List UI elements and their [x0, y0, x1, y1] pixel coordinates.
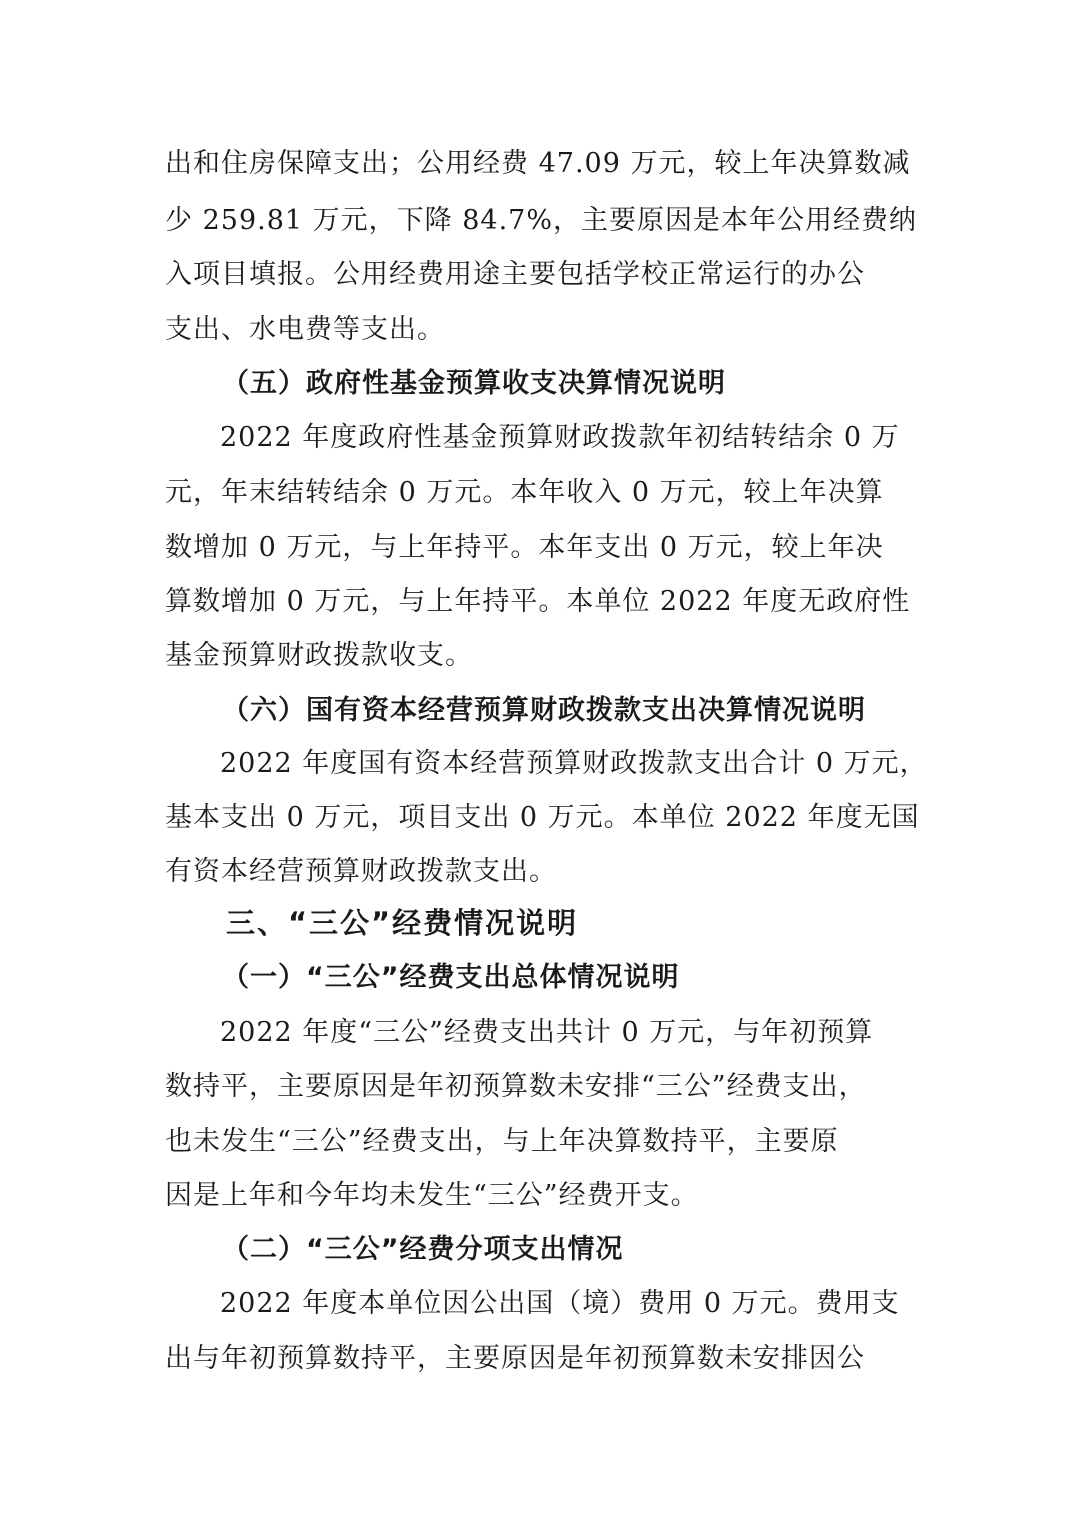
subsection-heading-2: （二）“三公”经费分项支出情况	[222, 1234, 624, 1265]
body-text-line: 出与年初预算数持平，主要原因是年初预算数未安排因公	[165, 1343, 865, 1374]
body-text-line: 2022 年度政府性基金预算财政拨款年初结转结余 0 万	[220, 422, 900, 453]
part-heading-3: 三、“三公”经费情况说明	[226, 906, 579, 940]
body-text-line: 因是上年和今年均未发生“三公”经费开支。	[165, 1180, 699, 1211]
body-text-line: 出和住房保障支出；公用经费 47.09 万元，较上年决算数减	[165, 148, 911, 179]
body-text-line: 有资本经营预算财政拨款支出。	[165, 856, 557, 887]
body-text-line: 算数增加 0 万元，与上年持平。本单位 2022 年度无政府性	[165, 586, 911, 617]
subsection-heading-1: （一）“三公”经费支出总体情况说明	[222, 962, 680, 993]
section-heading-5: （五）政府性基金预算收支决算情况说明	[222, 368, 726, 399]
body-text-line: 支出、水电费等支出。	[165, 314, 445, 345]
section-heading-6: （六）国有资本经营预算财政拨款支出决算情况说明	[222, 695, 866, 726]
body-text-line: 2022 年度“三公”经费支出共计 0 万元，与年初预算	[220, 1017, 874, 1048]
body-text-line: 入项目填报。公用经费用途主要包括学校正常运行的办公	[165, 259, 865, 290]
body-text-line: 也未发生“三公”经费支出，与上年决算数持平，主要原	[165, 1126, 839, 1157]
body-text-line: 基本支出 0 万元，项目支出 0 万元。本单位 2022 年度无国	[165, 802, 920, 833]
body-text-line: 数持平，主要原因是年初预算数未安排“三公”经费支出，	[165, 1071, 867, 1102]
body-text-line: 少 259.81 万元，下降 84.7%，主要原因是本年公用经费纳	[165, 205, 917, 236]
body-text-line: 元，年末结转结余 0 万元。本年收入 0 万元，较上年决算	[165, 477, 884, 508]
body-text-line: 2022 年度本单位因公出国（境）费用 0 万元。费用支	[220, 1288, 900, 1319]
body-text-line: 2022 年度国有资本经营预算财政拨款支出合计 0 万元，	[220, 748, 928, 779]
body-text-line: 数增加 0 万元，与上年持平。本年支出 0 万元，较上年决	[165, 532, 884, 563]
body-text-line: 基金预算财政拨款收支。	[165, 640, 473, 671]
